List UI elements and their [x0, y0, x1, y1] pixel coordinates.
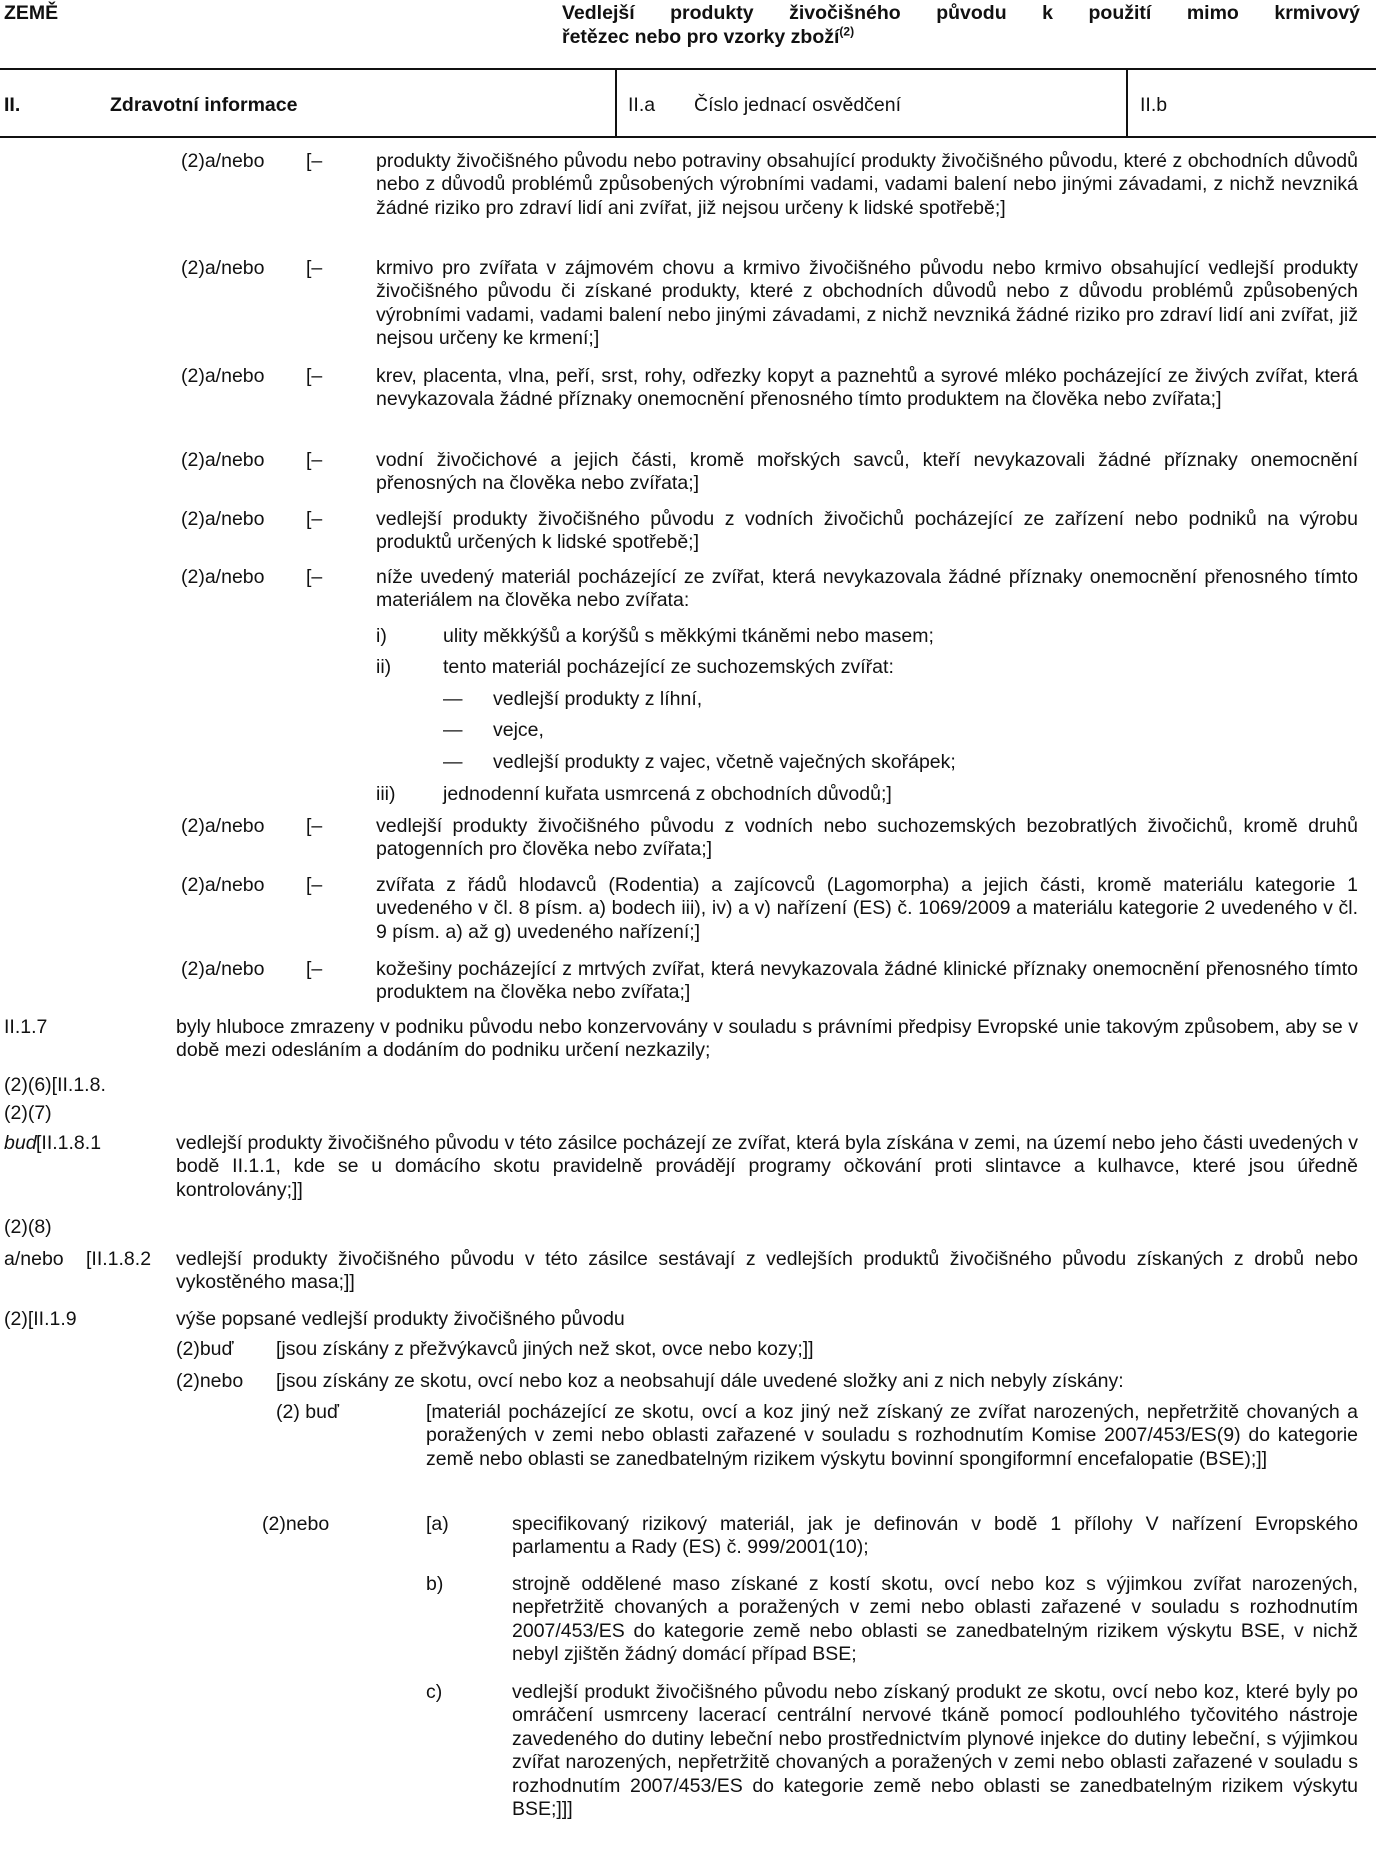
sublist-ii-text: tento materiál pocházející ze suchozemských zvířat: — [443, 656, 894, 678]
opt1-label: (2)buď — [176, 1338, 234, 1360]
item-a-num: [a) — [426, 1513, 449, 1535]
opt2-text: [jsou získány ze skotu, ovcí nebo koz a neobsahují dále uvedené složky ani z nich nebyly získány: — [276, 1370, 1124, 1392]
opt1-text: [jsou získány z přežvýkavců jiných než skot, ovce nebo kozy;]] — [276, 1338, 814, 1360]
item-c-text: vedlejší produkt živočišného původu nebo získaný produkt ze skotu, ovcí nebo koz, které byly po omráčení usmrceny lacerací centrální nervové tkáně pomocí podlouhlého tyčovitého nástroje zavedeného do dutiny lebeční nebo prostřednictvím plynové injekce do dutiny lebeční, s výjimkou zvířat narozených, nepřetržitě chovaných a poražených v zemi nebo oblasti zařazené v souladu s rozhodnutím 2007/453/ES do kategorie země nebo oblasti se zanedbatelným rizikem výskytu BSE;]]] — [512, 1681, 1358, 1820]
entry-bracket: [– — [306, 815, 323, 837]
dash-item-1: vedlejší produkty z líhní, — [493, 688, 703, 710]
section-II-1-9-text: výše popsané vedlejší produkty živočišného původu — [176, 1308, 625, 1330]
entry-bracket: [– — [306, 566, 323, 588]
sublist-iii-num: iii) — [376, 783, 396, 805]
entry-bracket: [– — [306, 508, 323, 530]
entry-text: vedlejší produkty živočišného původu z vodních nebo suchozemských bezobratlých živočichů, kromě druhů patogenních pro člověka nebo zvířata;] — [376, 815, 1358, 861]
header-rule-top — [0, 68, 1376, 70]
item-b-text: strojně oddělené maso získané z kostí skotu, ovcí nebo koz s výjimkou zvířat narozených, nepřetržitě chovaných a poražených v zemi nebo oblasti zařazené v souladu s rozhodnutím 2007/453/ES do kategorie země nebo oblasti se zanedbatelným rizikem výskytu BSE, v nichž nebyl zjištěn žádný domácí případ BSE; — [512, 1573, 1358, 1666]
opt2-label: (2)nebo — [176, 1370, 244, 1392]
item-a-text: specifikovaný rizikový materiál, jak je definován v bodě 1 přílohy V nařízení Evropského parlamentu a Rady (ES) č. 999/2001(10); — [512, 1513, 1358, 1559]
part-title: Zdravotní informace — [110, 94, 298, 116]
header-rule-bottom — [0, 136, 1376, 138]
entry-text: produkty živočišného původu nebo potraviny obsahující produkty živočišného původu, které z obchodních důvodů nebo z důvodů problémů způsobených výrobními vadami, vadami balení nebo jinými závadami, z nichž nevzniká žádné riziko pro zdraví lidí ani zvířat, již nejsou určeny k lidské spotřebě;] — [376, 150, 1358, 219]
item-c-num: c) — [426, 1681, 443, 1703]
footnote-ref-7: (2)(7) — [4, 1102, 52, 1124]
section-II-1-9-label: (2)[II.1.9 — [4, 1308, 77, 1330]
entry-label: (2)a/nebo — [181, 508, 265, 530]
part-number: II. — [4, 94, 21, 116]
entry-text: zvířata z řádů hlodavců (Rodentia) a zajícovců (Lagomorpha) a jejich části, kromě materiálu kategorie 1 uvedeného v čl. 8 písm. a) bodech iii), iv) a v) nařízení (ES) č. 1069/2009 a materiálu kategorie 2 uvedeného v čl. 9 písm. a) až g) uvedeného nařízení;] — [376, 874, 1358, 943]
entry-bracket: [– — [306, 874, 323, 896]
anebo-label: a/nebo — [4, 1248, 64, 1270]
section-II-1-7-text: byly hluboce zmrazeny v podniku původu nebo konzervovány v souladu s právními předpisy Evropské unie takovým způsobem, aby se v době mezi odesláním a dodáním do podniku určení nezkazily; — [176, 1016, 1358, 1062]
entry-label: (2)a/nebo — [181, 874, 265, 896]
entry-text: vodní živočichové a jejich části, kromě mořských savců, kteří nevykazovali žádné příznaky onemocnění přenosných na člověka nebo zvířata;] — [376, 449, 1358, 495]
section-II-1-8-label: (2)(6)[II.1.8. — [4, 1074, 106, 1096]
entry-text: vedlejší produkty živočišného původu z vodních živočichů pocházející ze zařízení nebo podniků na výrobu produktů určených k lidské spotřebě;] — [376, 508, 1358, 554]
dash-bullet-3: — — [443, 751, 463, 773]
dash-bullet-1: — — [443, 688, 463, 710]
entry-bracket: [– — [306, 150, 323, 172]
sub1-label: (2) buď — [276, 1401, 339, 1423]
entry-label: (2)a/nebo — [181, 365, 265, 387]
dash-item-2: vejce, — [493, 719, 544, 741]
footnote-ref-8: (2)(8) — [4, 1216, 52, 1238]
bud-label: buď — [4, 1132, 38, 1154]
country-label: ZEMĚ — [4, 2, 59, 24]
sublist-ii-num: ii) — [376, 656, 392, 678]
header-divider-1 — [615, 68, 617, 136]
entry-text: níže uvedený materiál pocházející ze zvířat, která nevykazovala žádné příznaky onemocnění přenosného tímto materiálem na člověka nebo zvířata: — [376, 566, 1358, 612]
section-II-1-8-1-label: [II.1.8.1 — [36, 1132, 102, 1154]
sublist-i-num: i) — [376, 625, 387, 647]
entry-label: (2)a/nebo — [181, 449, 265, 471]
ref-title: Číslo jednací osvědčení — [694, 94, 902, 116]
header-title-line1: Vedlejší produkty živočišného původu k použití mimo krmivový — [562, 2, 1360, 24]
item-b-num: b) — [426, 1573, 444, 1595]
section-II-1-8-2-text: vedlejší produkty živočišného původu v této zásilce sestávají z vedlejších produktů živočišného původu získaných z drobů nebo vykostěného masa;]] — [176, 1248, 1358, 1294]
entry-bracket: [– — [306, 257, 323, 279]
sublist-iii-text: jednodenní kuřata usmrcená z obchodních důvodů;] — [443, 783, 892, 805]
entry-label: (2)a/nebo — [181, 257, 265, 279]
sublist-i-text: ulity měkkýšů a korýšů s měkkými tkáněmi nebo masem; — [443, 625, 934, 647]
ref2-label: II.b — [1140, 94, 1168, 116]
dash-item-3: vedlejší produkty z vajec, včetně vaječných skořápek; — [493, 751, 956, 773]
entry-bracket: [– — [306, 958, 323, 980]
entry-bracket: [– — [306, 449, 323, 471]
entry-label: (2)a/nebo — [181, 958, 265, 980]
entry-label: (2)a/nebo — [181, 150, 265, 172]
header-divider-2 — [1126, 68, 1128, 136]
entry-label: (2)a/nebo — [181, 815, 265, 837]
section-II-1-7-label: II.1.7 — [4, 1016, 48, 1038]
sub2-label: (2)nebo — [262, 1513, 330, 1535]
entry-text: kožešiny pocházející z mrtvých zvířat, která nevykazovala žádné klinické příznaky onemocnění přenosného tímto produktem na člověka nebo zvířata;] — [376, 958, 1358, 1004]
header-title-line2: řetězec nebo pro vzorky zboží$^{(2)}$ — [562, 24, 855, 48]
entry-label: (2)a/nebo — [181, 566, 265, 588]
section-II-1-8-2-label: [II.1.8.2 — [86, 1248, 152, 1270]
ref-label: II.a — [628, 94, 656, 116]
entry-text: krmivo pro zvířata v zájmovém chovu a krmivo živočišného původu nebo krmivo obsahující vedlejší produkty živočišného původu či získané produkty, které z obchodních důvodů nebo z důvodu problémů způsobených výrobními vadami, vadami balení nebo jinými závadami, z nichž nevzniká žádné riziko pro zdraví lidí ani zvířat, již nejsou určeny ke krmení;] — [376, 257, 1358, 350]
entry-bracket: [– — [306, 365, 323, 387]
sub1-text: [materiál pocházející ze skotu, ovcí a koz jiný než získaný ze zvířat narozených, nepřetržitě chovaných a poražených v zemi nebo oblasti zařazené v souladu s rozhodnutím Komise 2007/453/ES(9) do kategorie země nebo oblasti se zanedbatelným rizikem výskytu bovinní spongiformní encefalopatie (BSE);]] — [426, 1401, 1358, 1470]
entry-text: krev, placenta, vlna, peří, srst, rohy, odřezky kopyt a paznehtů a syrové mléko pocházející ze živých zvířat, která nevykazovala žádné příznaky onemocnění přenosného tímto produktem na člověka nebo zvířata;] — [376, 365, 1358, 411]
dash-bullet-2: — — [443, 719, 463, 741]
